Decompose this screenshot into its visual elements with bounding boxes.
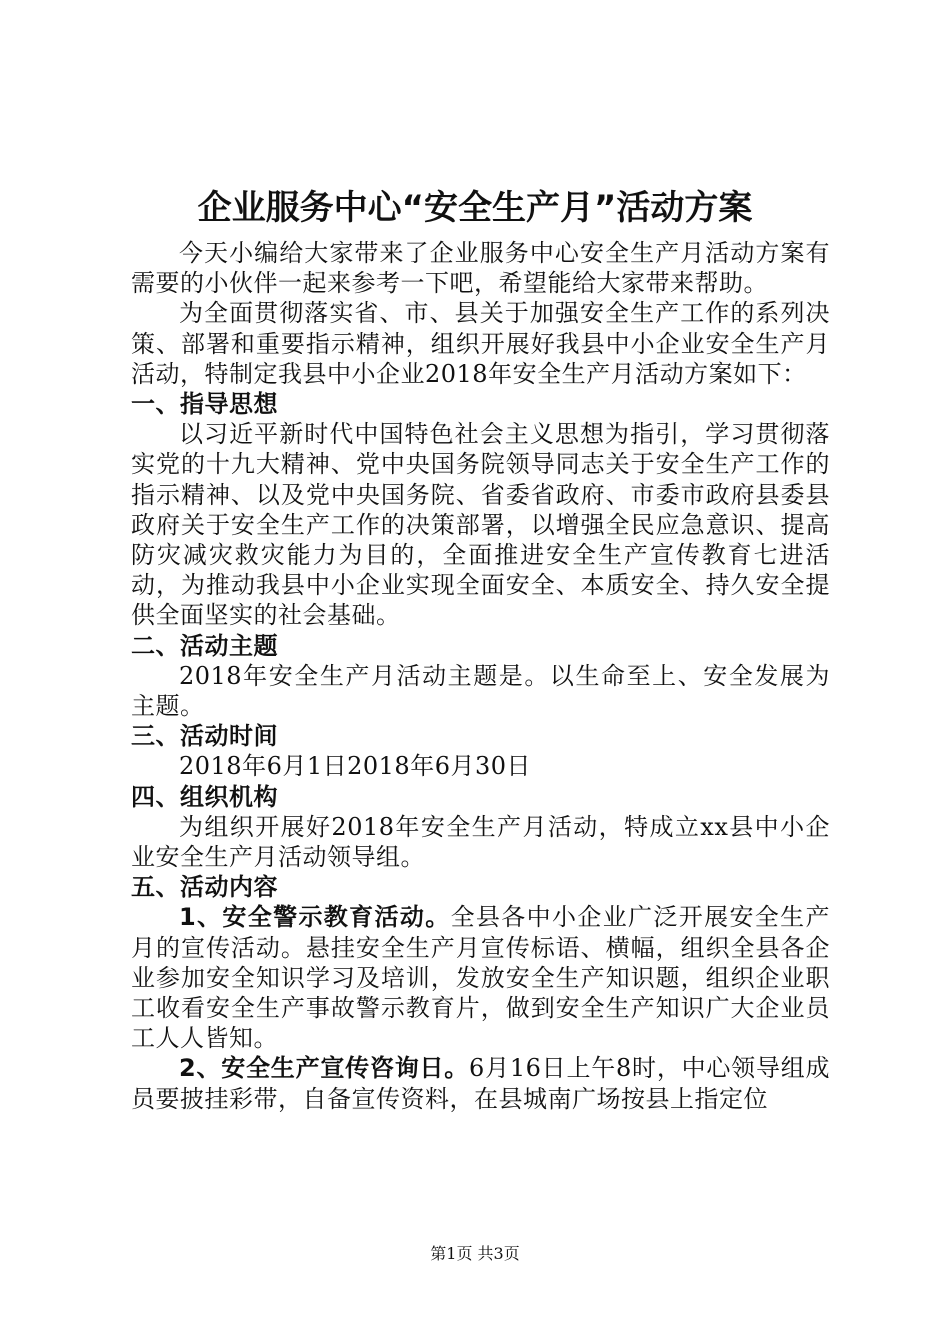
section-heading: 四、组织机构 xyxy=(131,782,278,811)
document-body xyxy=(131,238,830,1114)
section-heading: 五、活动内容 xyxy=(131,873,278,902)
list-item xyxy=(131,902,830,1053)
list-item xyxy=(131,1053,830,1113)
section-paragraph: 以习近平新时代中国特色社会主义思想为指引，学习贯彻落实党的十九大精神、党中央国务院领导同志关于安全生产工作的指示精神、以及党中央国务院、省委省政府、市委市政府县委县政府关于安全生产工作的决策部署，以增强全民应急意识、提高防灾减灾救灾能力为目的，全面推进安全生产宣传教育七进活动，为推动我县中小企业实现全面安全、本质安全、持久安全提供全面坚实的社会基础。 xyxy=(131,420,830,630)
list-item-text: 全县各中小企业广泛开展安全生产月的宣传活动。悬挂安全生产月宣传标语、横幅，组织全县各企业参加安全知识学习及培训，发放安全生产知识题，组织企业职工收看安全生产事故警示教育片，做到安全生产知识广大企业员工人人皆知。 xyxy=(131,903,831,1053)
list-item-lead: 1、安全警示教育活动。 xyxy=(179,903,451,932)
list-item-text: 6月16日上午8时，中心领导组成员要披挂彩带，自备宣传资料，在县城南广场按县上指定位 xyxy=(131,1054,830,1113)
intro-paragraph: 为全面贯彻落实省、市、县关于加强安全生产工作的系列决策、部署和重要指示精神，组织开展好我县中小企业安全生产月活动，特制定我县中小企业2018年安全生产月活动方案如下： xyxy=(131,299,830,388)
section-paragraph: 2018年6月1日2018年6月30日 xyxy=(179,752,532,781)
section-paragraph: 2018年安全生产月活动主题是。以生命至上、安全发展为主题。 xyxy=(131,661,830,721)
section-heading: 二、活动主题 xyxy=(131,631,278,660)
page-number-footer: 第1页 共3页 xyxy=(430,1244,520,1263)
document-title: 企业服务中心“安全生产月”活动方案 xyxy=(197,188,753,228)
intro-paragraph: 今天小编给大家带来了企业服务中心安全生产月活动方案有需要的小伙伴一起来参考一下吧，希望能给大家带来帮助。 xyxy=(131,239,830,298)
list-item-lead: 2、安全生产宣传咨询日。 xyxy=(179,1054,470,1083)
section-heading: 三、活动时间 xyxy=(131,722,278,751)
section-paragraph: 为组织开展好2018年安全生产月活动，特成立xx县中小企业安全生产月活动领导组。 xyxy=(131,812,830,872)
section-heading: 一、指导思想 xyxy=(131,390,278,419)
